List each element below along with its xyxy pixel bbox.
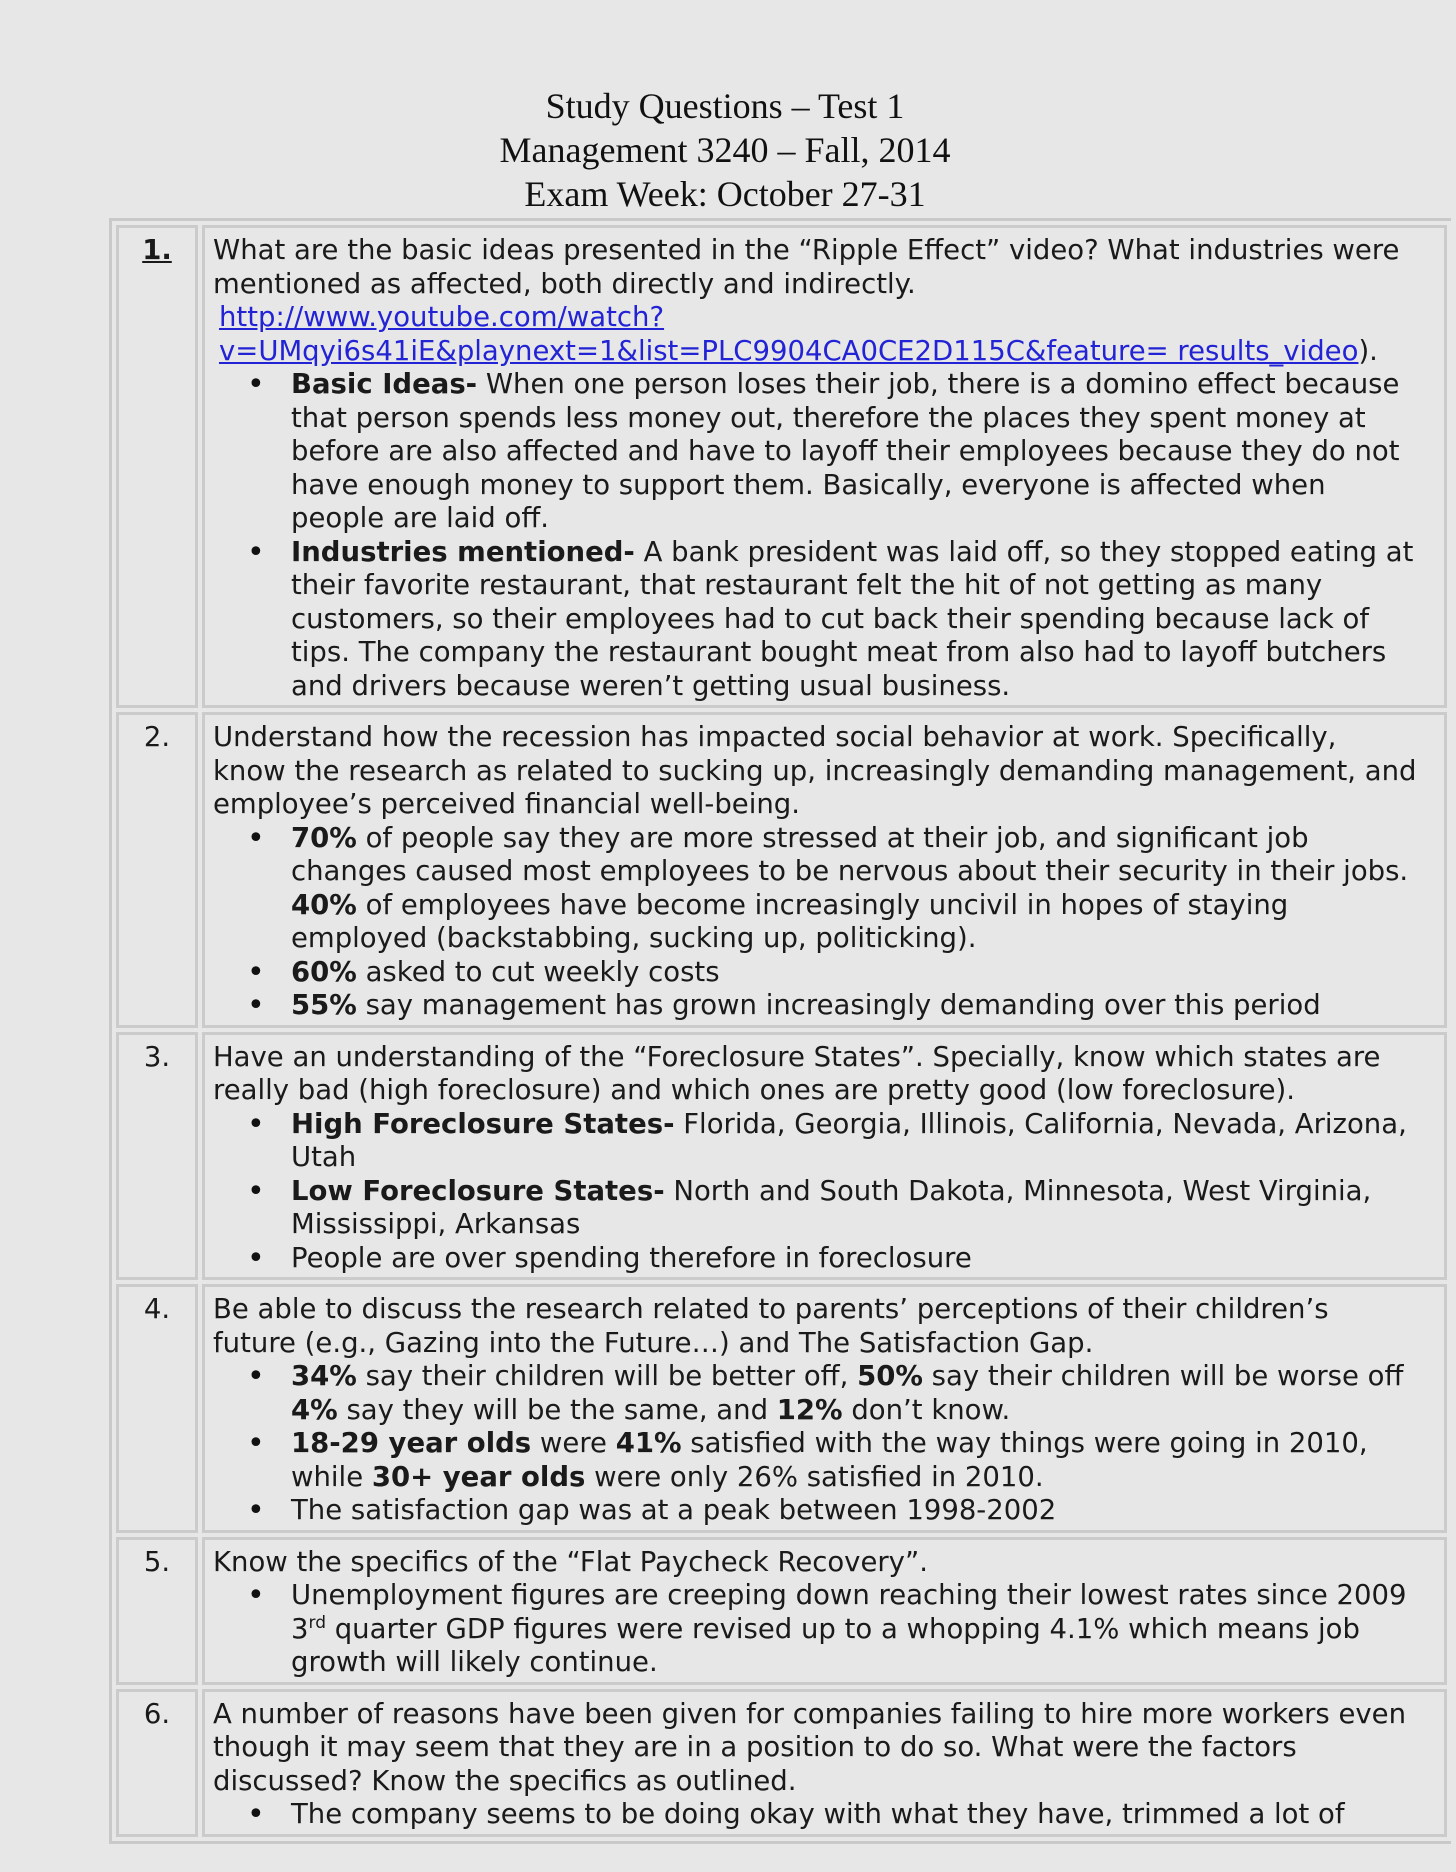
questions-table bbox=[109, 218, 1451, 1844]
bullet-text: that person spends less money out, therefore the places they spent money at bbox=[291, 401, 1366, 434]
question-body bbox=[202, 1689, 1447, 1837]
question-body bbox=[202, 1284, 1447, 1533]
bullet-label: Industries mentioned- bbox=[291, 535, 635, 568]
list-item bbox=[291, 956, 1444, 990]
list-item bbox=[291, 1175, 1444, 1242]
list-item bbox=[291, 822, 1444, 956]
question-text: employee’s perceived financial well-being. bbox=[213, 788, 800, 820]
question-text: mentioned as affected, both directly and indirectly. bbox=[213, 267, 916, 300]
age-group: 18-29 year olds bbox=[291, 1427, 532, 1459]
question-number: 1. bbox=[116, 225, 198, 708]
bullet-text: their favorite restaurant, that restaurant felt the hit of not getting as many bbox=[291, 569, 1323, 601]
bullet-text: say they will be the same, and bbox=[337, 1393, 777, 1426]
list-item bbox=[291, 1579, 1444, 1680]
bullet-text: were bbox=[531, 1427, 616, 1459]
table-row bbox=[116, 1689, 1447, 1837]
question-number: 4. bbox=[116, 1284, 198, 1533]
stat-value: 40% bbox=[291, 888, 357, 921]
list-item bbox=[291, 1360, 1444, 1427]
stat-value: 4% bbox=[291, 1393, 338, 1426]
answer-list bbox=[213, 1579, 1444, 1680]
question-body bbox=[202, 1537, 1447, 1685]
answer-list bbox=[213, 1108, 1444, 1276]
bullet-text: say management has grown increasingly demanding over this period bbox=[356, 989, 1321, 1021]
table-row bbox=[116, 1032, 1447, 1281]
bullet-text: before are also affected and have to layoff their employees because they do not bbox=[291, 435, 1400, 467]
bullet-text: people are laid off. bbox=[291, 502, 550, 534]
bullet-text: have enough money to support them. Basically, everyone is affected when bbox=[291, 468, 1326, 501]
question-number: 2. bbox=[116, 712, 198, 1028]
bullet-text: employed (backstabbing, sucking up, politicking). bbox=[291, 922, 977, 954]
stat-value: 60% bbox=[291, 955, 357, 988]
bullet-text: quarter GDP figures were revised up to a whopping 4.1% which means job bbox=[325, 1612, 1360, 1645]
document-header bbox=[110, 84, 1340, 216]
question-number: 5. bbox=[116, 1537, 198, 1685]
stat-value: 12% bbox=[776, 1393, 843, 1426]
list-item bbox=[291, 1242, 1444, 1276]
bullet-text: The satisfaction gap was at a peak between 1998-2002 bbox=[291, 1494, 1057, 1526]
bullet-text: were only 26% satisfied in 2010. bbox=[585, 1460, 1044, 1493]
video-link-line: http://www.youtube.com/watch? bbox=[219, 301, 665, 333]
bullet-text: of employees have become increasingly uncivil in hopes of staying bbox=[356, 888, 1289, 921]
age-group: 30+ year olds bbox=[371, 1460, 586, 1493]
stat-value: 41% bbox=[615, 1427, 682, 1459]
question-body bbox=[202, 712, 1447, 1028]
bullet-label: Low Foreclosure States- bbox=[291, 1174, 665, 1207]
bullet-text: and drivers because weren’t getting usual business. bbox=[291, 669, 1011, 702]
list-item bbox=[291, 536, 1444, 704]
doc-title: Study Questions – Test 1 bbox=[545, 86, 905, 126]
bullet-text: tips. The company the restaurant bought meat from also had to layoff butchers bbox=[291, 636, 1387, 668]
doc-exam-week: Exam Week: October 27-31 bbox=[524, 174, 926, 214]
table-row bbox=[116, 1537, 1447, 1685]
bullet-text: A bank president was laid off, so they stopped eating at bbox=[634, 535, 1414, 568]
bullet-text: asked to cut weekly costs bbox=[356, 955, 720, 988]
answer-list bbox=[213, 822, 1444, 1023]
stat-value: 34% bbox=[291, 1360, 357, 1392]
question-text: future (e.g., Gazing into the Future…) and The Satisfaction Gap. bbox=[213, 1326, 1094, 1359]
table-row bbox=[116, 1284, 1447, 1533]
answer-list bbox=[213, 1360, 1444, 1528]
question-text: Be able to discuss the research related to parents’ perceptions of their children’s bbox=[213, 1293, 1329, 1325]
bullet-text: say their children will be worse off bbox=[922, 1360, 1404, 1392]
question-text: though it may seem that they are in a position to do so. What were the factors bbox=[213, 1731, 1297, 1763]
question-text: really bad (high foreclosure) and which ones are pretty good (low foreclosure). bbox=[213, 1074, 1295, 1106]
doc-course: Management 3240 – Fall, 2014 bbox=[499, 130, 951, 170]
table-row bbox=[116, 712, 1447, 1028]
bullet-label: Basic Ideas- bbox=[291, 368, 478, 400]
answer-list bbox=[213, 1798, 1444, 1832]
bullet-text: Mississippi, Arkansas bbox=[291, 1208, 581, 1240]
question-body bbox=[202, 225, 1447, 708]
question-text: Have an understanding of the “Foreclosure States”. Specially, know which states are bbox=[213, 1040, 1381, 1073]
list-item bbox=[291, 1427, 1444, 1494]
stat-value: 50% bbox=[857, 1360, 923, 1392]
question-text: discussed? Know the specifics as outlined. bbox=[213, 1764, 797, 1797]
bullet-text: The company seems to be doing okay with what they have, trimmed a lot of bbox=[291, 1798, 1345, 1830]
bullet-text: Utah bbox=[291, 1141, 357, 1173]
stat-value: 55% bbox=[291, 989, 357, 1021]
bullet-text: satisfied with the way things were going in 2010, bbox=[681, 1427, 1368, 1459]
bullet-text: 3 bbox=[291, 1612, 309, 1645]
list-item bbox=[291, 989, 1444, 1023]
list-item bbox=[291, 1494, 1444, 1528]
answer-list bbox=[213, 368, 1444, 703]
list-item bbox=[291, 1108, 1444, 1175]
question-text: Know the specifics of the “Flat Paycheck Recovery”. bbox=[213, 1545, 928, 1578]
link-closing: ). bbox=[1358, 334, 1378, 367]
bullet-text: North and South Dakota, Minnesota, West Virginia, bbox=[664, 1174, 1372, 1207]
bullet-text: customers, so their employees had to cut back their spending because lack of bbox=[291, 602, 1370, 635]
question-number: 3. bbox=[116, 1032, 198, 1281]
table-row bbox=[116, 225, 1447, 708]
stat-value: 70% bbox=[291, 821, 357, 854]
bullet-text: People are over spending therefore in foreclosure bbox=[291, 1241, 972, 1274]
question-text: know the research as related to sucking up, increasingly demanding management, and bbox=[213, 754, 1417, 787]
question-number: 6. bbox=[116, 1689, 198, 1837]
bullet-text: changes caused most employees to be nervous about their security in their jobs. bbox=[291, 855, 1409, 887]
bullet-text: growth will likely continue. bbox=[291, 1646, 658, 1678]
ordinal-suffix: rd bbox=[308, 1612, 326, 1633]
list-item bbox=[291, 1798, 1444, 1832]
bullet-text: while bbox=[291, 1460, 372, 1493]
list-item bbox=[291, 368, 1444, 536]
bullet-text: say their children will be better off, bbox=[356, 1360, 858, 1392]
question-text: What are the basic ideas presented in the “Ripple Effect” video? What industries were bbox=[213, 234, 1400, 266]
video-link-line: v=UMqyi6s41iE&playnext=1&list=PLC9904CA0CE2D115C&feature= results_video bbox=[219, 334, 1359, 367]
bullet-text: When one person loses their job, there is a domino effect because bbox=[477, 368, 1400, 400]
video-link[interactable] bbox=[219, 335, 1358, 367]
bullet-label: High Foreclosure States- bbox=[291, 1107, 675, 1140]
bullet-text: don’t know. bbox=[842, 1393, 1011, 1426]
question-text: A number of reasons have been given for companies failing to hire more workers even bbox=[213, 1697, 1407, 1730]
question-body bbox=[202, 1032, 1447, 1281]
bullet-text: of people say they are more stressed at their job, and significant job bbox=[356, 821, 1309, 854]
bullet-text: Florida, Georgia, Illinois, California, Nevada, Arizona, bbox=[674, 1107, 1407, 1140]
video-link[interactable] bbox=[219, 301, 664, 333]
question-text: Understand how the recession has impacted social behavior at work. Specifically, bbox=[213, 721, 1337, 753]
bullet-text: Unemployment figures are creeping down reaching their lowest rates since 2009 bbox=[291, 1579, 1407, 1611]
